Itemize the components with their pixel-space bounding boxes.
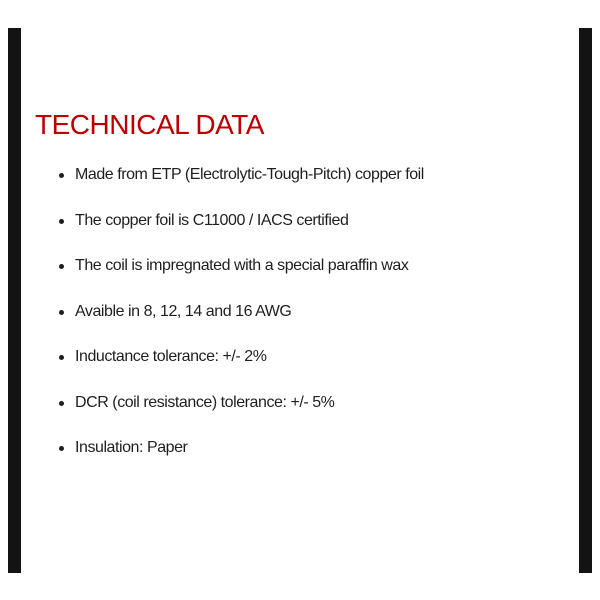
right-border-bar — [579, 28, 592, 573]
bullet-icon — [59, 219, 64, 224]
page-title: TECHNICAL DATA — [35, 109, 264, 140]
list-item — [59, 257, 539, 276]
list-item — [59, 303, 539, 322]
list-item — [59, 166, 539, 185]
bullet-icon — [59, 446, 64, 451]
bullet-icon — [59, 173, 64, 178]
list-item — [59, 439, 539, 458]
bullet-icon — [59, 355, 64, 360]
left-border-bar — [8, 28, 21, 573]
bullet-icon — [59, 401, 64, 406]
list-item — [59, 348, 539, 367]
list-item-text: DCR (coil resistance) tolerance: +/- 5% — [75, 393, 335, 411]
list-item-text: Inductance tolerance: +/- 2% — [75, 348, 267, 365]
list-item-text: The copper foil is C11000 / IACS certified — [75, 211, 349, 229]
list-item — [59, 394, 539, 413]
bullet-icon — [59, 264, 64, 269]
list-item-text: Avaible in 8, 12, 14 and 16 AWG — [75, 302, 292, 320]
list-item-text: Made from ETP (Electrolytic-Tough-Pitch) copper foil — [75, 166, 424, 183]
list-item — [59, 212, 539, 231]
list-item-text: Insulation: Paper — [75, 439, 188, 456]
spec-bullet-list — [59, 166, 539, 485]
list-item-text: The coil is impregnated with a special paraffin wax — [75, 257, 409, 274]
bullet-icon — [59, 310, 64, 315]
